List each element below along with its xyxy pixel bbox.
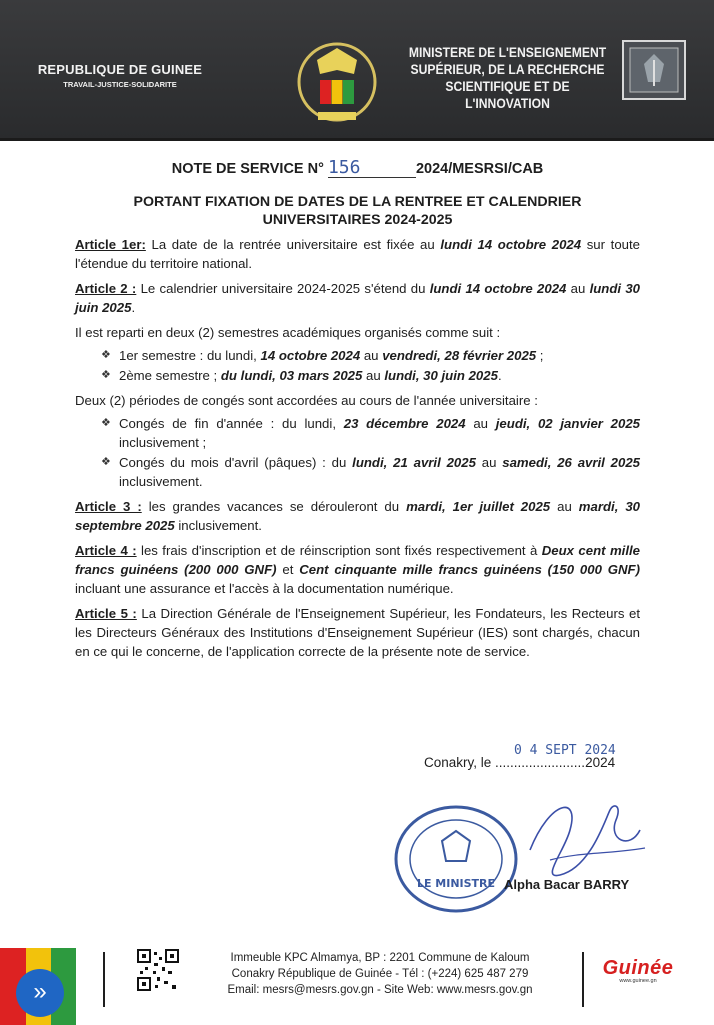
qr-code-icon (137, 949, 179, 991)
signing-date: Conakry, le ........................2024 0 4 SEPT 2024 (424, 743, 616, 770)
bullet-diamond-icon: ❖ (101, 417, 111, 429)
divider (582, 952, 584, 1007)
stamp-text: LE MINISTRE (416, 877, 496, 890)
bullet-diamond-icon: ❖ (101, 349, 111, 361)
letterhead (0, 0, 714, 141)
conges-intro: Deux (2) périodes de congés sont accordées au cours de l'année universitaire : (75, 393, 538, 408)
country-motto: TRAVAIL-JUSTICE-SOLIDARITE (63, 80, 177, 89)
article-1: Article 1er: La date de la rentrée universitaire est fixée au lundi 14 octobre 2024 sur toute l'étendue du territoire national. (75, 237, 640, 271)
list-item: ❖ Congés de fin d'année : du lundi, 23 décembre 2024 au jeudi, 02 janvier 2025 inclusivement ; (101, 416, 640, 450)
ministry-name: MINISTERE DE L'ENSEIGNEMENT SUPÉRIEUR, DE LA RECHERCHE SCIENTIFIQUE ET DE L'INNOVATION (408, 45, 607, 111)
guinee-brand-logo: Guinée www.guinee.gn (602, 957, 674, 984)
note-subject: PORTANT FIXATION DE DATES DE LA RENTREE ET CALENDRIER UNIVERSITAIRES 2024-2025 (133, 194, 582, 228)
article-2: Article 2 : Le calendrier universitaire 2024-2025 s'étend du lundi 14 octobre 2024 au lundi 30 juin 2025. (75, 281, 640, 315)
official-stamp-icon (392, 803, 520, 915)
list-item: ❖ 2ème semestre ; du lundi, 03 mars 2025 au lundi, 30 juin 2025. (101, 368, 502, 383)
document-body (75, 150, 640, 661)
bullet-diamond-icon: ❖ (101, 369, 111, 381)
list-item: ❖ Congés du mois d'avril (pâques) : du lundi, 21 avril 2025 au samedi, 26 avril 2025 inclusivement. (101, 455, 640, 489)
article-5: Article 5 : La Direction Générale de l'Enseignement Supérieur, les Fondateurs, les Recteurs et les Directeurs Généraux des Institutions d'Enseignement Supérieur (IES) sont chargés, chacun en ce qui le concerne, de l'application correcte de la présente note de service. (75, 606, 640, 659)
next-page-button[interactable] (16, 969, 64, 1017)
double-chevron-right-icon: » (33, 978, 47, 1005)
bullet-diamond-icon: ❖ (101, 456, 111, 468)
signer-name: Alpha Bacar BARRY (504, 877, 630, 892)
semesters-intro: Il est reparti en deux (2) semestres académiques organisés comme suit : (75, 325, 501, 340)
footer (0, 940, 714, 1025)
contact-info: Immeuble KPC Almamya, BP : 2201 Commune de Kaloum Conakry République de Guinée - Tél : (+224) 625 487 279 Email: mesrs@mesrs.gov.gn - Site Web: www.mesrs.gov.gn (227, 952, 533, 996)
signature-icon (510, 790, 650, 890)
article-3: Article 3 : les grandes vacances se dérouleront du mardi, 1er juillet 2025 au mardi, 30 septembre 2025 inclusivement. (75, 499, 640, 533)
divider (103, 952, 105, 1007)
list-item: ❖ 1er semestre : du lundi, 14 octobre 2024 au vendredi, 28 février 2025 ; (101, 348, 544, 363)
note-reference: NOTE DE SERVICE N° 156 2024/MESRSI/CAB (171, 157, 544, 178)
country-name: REPUBLIQUE DE GUINEE (37, 62, 203, 77)
national-emblem-icon (292, 30, 382, 126)
date-stamp: 0 4 SEPT 2024 (514, 743, 616, 758)
country-block (30, 62, 210, 89)
semesters-list (97, 346, 640, 385)
note-number: 156 (328, 158, 416, 178)
article-4: Article 4 : les frais d'inscription et de réinscription sont fixés respectivement à Deux cent mille francs guinéens (200 000 GNF) et Cent cinquante mille francs guinéens (150 000 GNF) incluant une assurance et l'accès à la documentation numérique. (75, 543, 640, 596)
conges-list (97, 414, 640, 491)
ministry-seal-icon (622, 40, 686, 100)
